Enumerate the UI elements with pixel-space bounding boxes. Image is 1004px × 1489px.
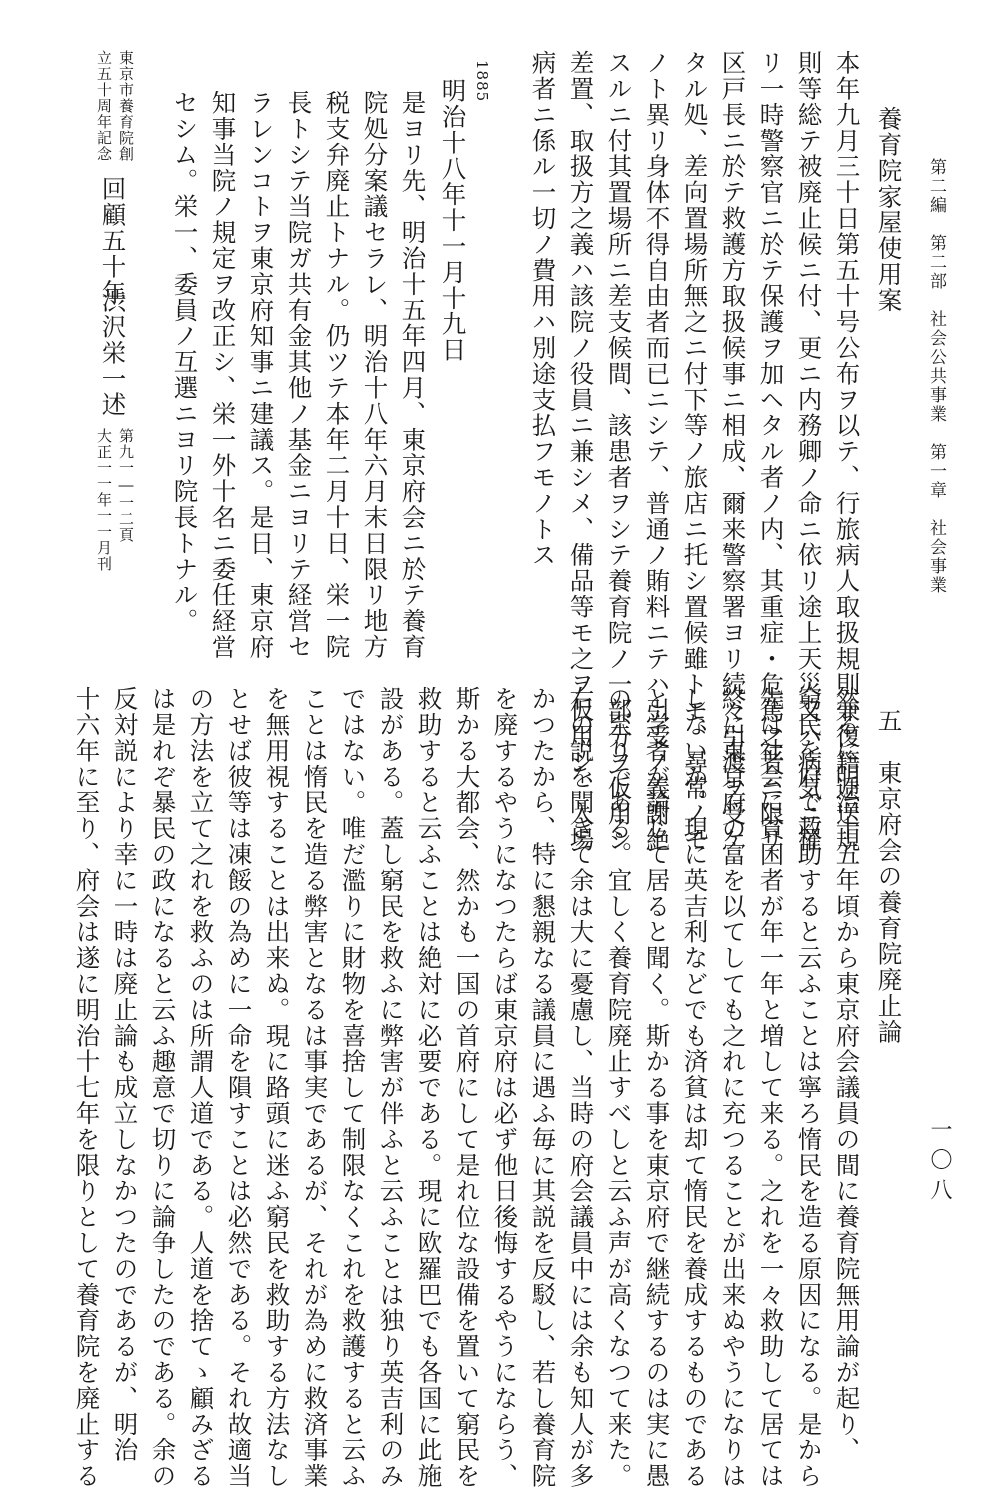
body-line: とせば彼等は凍餒の為めに一命を隕すことは必然である。それ故適当 [224, 686, 254, 1489]
doc-line: ノト異リ身体不得自由者而已ニシテ、普通ノ賄料ニテハ引受ノ義謝絶 [642, 50, 672, 853]
body-line: ことは惰民を造る弊害となるは事実であるが、それが為めに救済事業 [300, 686, 330, 1489]
body-line: 窮民を府で救助すると云ふことは寧ろ惰民を造る原因になる。是から [794, 686, 824, 1489]
record-line: 長トシテ当院ガ共有金其他ノ基金ニヨリテ経営セ [284, 90, 314, 660]
record-line: 院処分案議セラレ、明治十八年六月末日限リ地方 [360, 90, 390, 660]
doc-line: タル処、差向置場所無之ニ付下等ノ旅店ニ托シ置候雖トモ、尋常ノモ [680, 50, 710, 853]
body-line: 反対説により幸に一時は廃止論も成立しなかつたのであるが、明治 [110, 686, 140, 1463]
source-pages: 第九一―一二頁 [117, 428, 135, 543]
doc-line: 区戸長ニ於テ救護方取扱候事ニ相成、爾来警察署ヨリ続々引渡ヲ受ケ [718, 50, 748, 853]
body-line: 斯かる大都会、然かも一国の首府にして是れ位な設備を置いて窮民を [452, 686, 482, 1489]
page-number: 一〇八 [927, 1118, 952, 1208]
body-line: 救助すると云ふことは絶対に必要である。現に欧羅巴でも各国に此施 [414, 686, 444, 1489]
year-note: 1885 [473, 60, 491, 103]
doc-line: 本年九月三十日第五十号公布ヲ以テ、行旅病人取扱規則兼復籍逓送規 [832, 50, 862, 853]
doc-line: リ一時警察官ニ於テ保護ヲ加ヘタル者ノ内、其重症・危篤之者ニ限リ [756, 50, 786, 853]
body-line: は是れぞ暴民の政になると云ふ趣意で切りに論争したのである。余の [148, 686, 178, 1489]
body-line: かつたから、特に懇親なる議員に遇ふ毎に其説を反駁し、若し養育院 [528, 686, 558, 1489]
body-line: を廃するやうになつたらば東京府は必ず他日後悔するやうにならう、 [490, 686, 520, 1489]
body-line: と学者が論じて居ると聞く。斯かる事を東京府で継続するのは実に愚 [642, 686, 672, 1489]
section-heading: 五 東京府会の養育院廃止論 [874, 708, 904, 1045]
body-line: を無用視することは出来ぬ。現に路頭に迷ふ窮民を救助する方法なし [262, 686, 292, 1489]
body-line: の方法を立て之れを救ふのは所謂人道である。人道を捨てゝ顧みざる [186, 686, 216, 1489]
doc-line: 差置、取扱方之義ハ該院ノ役員ニ兼シメ、備品等モ之ヲ仮用シ、入場 [566, 50, 596, 853]
source-author: 渋沢栄一述 [98, 288, 128, 418]
body-line: ではない。唯だ濫りに財物を喜捨して制限なくこれを救護すると云ふ [338, 686, 368, 1489]
running-header: 第二編 第二部 社会公共事業 第一章 社会事業 [926, 158, 946, 595]
record-line: ラレンコトヲ東京府知事ニ建議ス。是日、東京府 [246, 90, 276, 660]
body-line: 右の説を聞きて余は大に憂慮し、当時の府会議員中には余も知人が多 [566, 686, 596, 1489]
doc-line: スルニ付其置場所ニ差支候間、該患者ヲシテ養育院ノ一部分ヲ仮用シ [604, 50, 634, 853]
source-publisher-line: 立五十周年記念 [95, 50, 113, 162]
body-line: の至りである。宜しく養育院廃止すべしと云ふ声が高くなつて来た。 [604, 686, 634, 1489]
source-book-title: 回顧五十年 [98, 176, 128, 306]
body-line: 設がある。蓋し窮民を救ふに弊害が伴ふと云ふことは独り英吉利のみ [376, 686, 406, 1489]
source-pub-date: 大正一一年一一月刊 [95, 428, 113, 572]
record-line: 是ヨリ先、明治十五年四月、東京府会ニ於テ養育 [398, 90, 428, 660]
record-line: 知事当院ノ規定ヲ改正シ、栄一外十名ニ委任経営 [208, 90, 238, 660]
body-line: 十六年に至り、府会は遂に明治十七年を限りとして養育院を廃止する [72, 686, 102, 1489]
record-line: セシム。栄一、委員ノ互選ニヨリ院長トナル。 [170, 90, 200, 634]
doc-line: 病者ニ係ル一切ノ費用ハ別途支払フモノトス [528, 50, 558, 568]
body-line: 然るに明治十五年頃から東京府会議員の間に養育院無用論が起り、 [832, 686, 862, 1463]
date-line: 明治十八年十一月十九日 [438, 78, 468, 363]
body-line: 先は社会に貧困者が年一年と増して来る。之れを一々救助して居ては [756, 686, 786, 1489]
source-publisher-line: 東京市養育院創 [117, 50, 135, 162]
record-line: 税支弁廃止トナル。仍ツテ本年二月十日、栄一院 [322, 90, 352, 660]
doc-line: 則等総テ被廃止候ニ付、更ニ内務卿ノ命ニ依リ途上天災又ハ病気ニ罹 [794, 50, 824, 853]
doc-title: 養育院家屋使用案 [874, 106, 904, 314]
body-line: しないか。現に英吉利などでも済貧は却て惰民を養成するものである [680, 686, 710, 1489]
body-line: 終に東京府の富を以てしても之れに充つることが出来ぬやうになりは [718, 686, 748, 1489]
